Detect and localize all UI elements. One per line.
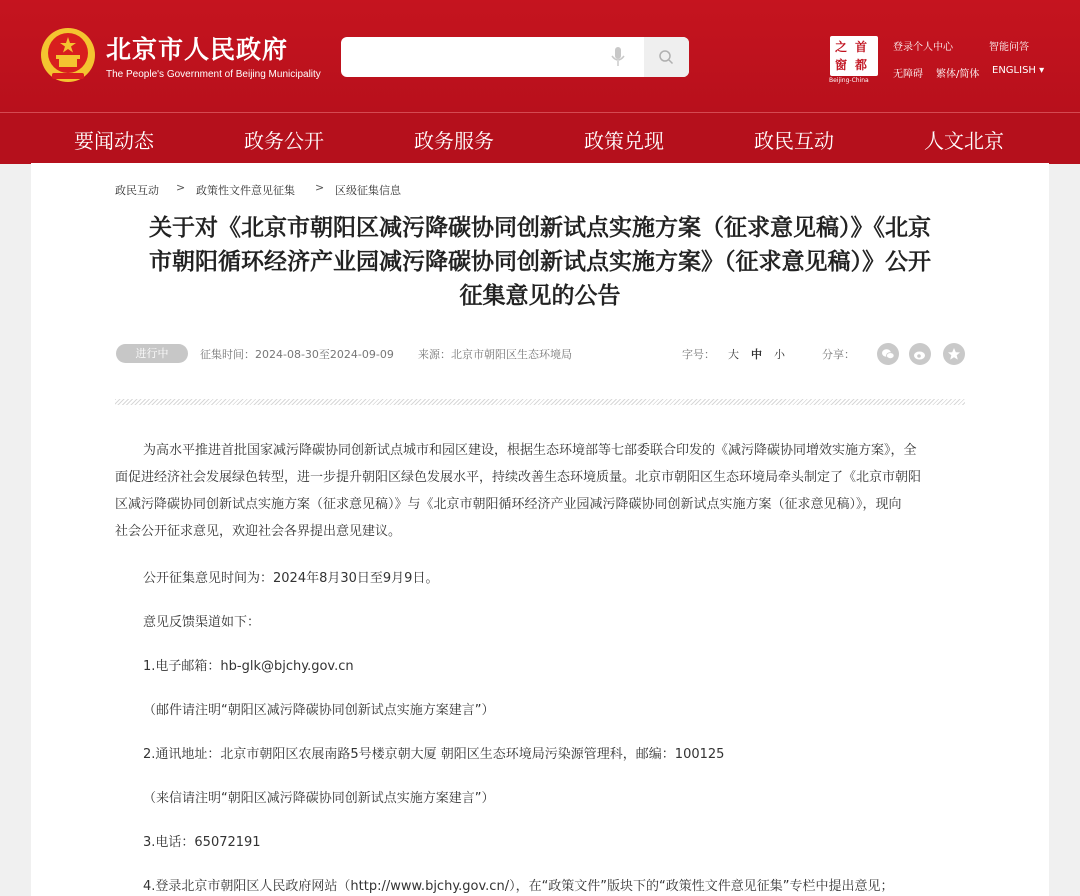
search-box [341,37,689,77]
logo-char-zhi: 之 [835,40,848,54]
status-badge: 进行中 [116,344,188,363]
intro-line: 面促进经济社会发展绿色转型，进一步提升朝阳区绿色发展水平，持续改善生态环境质量。北京市朝阳区生态环境局牵头制定了《北京市朝阳 [115,470,922,485]
site-header [0,0,1080,112]
nav-item-policy[interactable]: 政策兑现 [584,129,664,153]
title-line: 市朝阳循环经济产业园减污降碳协同创新试点实施方案》（征求意见稿）》公开 [149,249,931,275]
site-title[interactable]: 北京市人民政府 [106,35,289,64]
font-size-small[interactable]: 小 [774,348,785,361]
main-nav [0,112,1080,164]
weibo-share-icon[interactable] [909,343,931,365]
breadcrumb-separator: > [176,181,186,194]
national-emblem-icon[interactable] [40,27,96,85]
time-paragraph: 公开征集意见时间为：2024年8月30日至9月9日。 [143,571,439,586]
breadcrumb-item-interaction[interactable]: 政民互动 [115,184,159,197]
microphone-icon[interactable] [610,46,626,68]
intro-paragraph [115,437,965,545]
logo-caption: Beijing-China [829,77,869,84]
address-note-paragraph: （来信请注明“朝阳区减污降碳协同创新试点实施方案建言”） [143,791,495,806]
intro-line: 区减污降碳协同创新试点实施方案（征求意见稿）》与《北京市朝阳循环经济产业园减污降碳协同创新试点实施方案（征求意见稿）》，现向 [115,497,902,512]
intro-line: 为高水平推进首批国家减污降碳协同创新试点城市和园区建设，根据生态环境部等七部委联合印发的《减污降碳协同增效实施方案》，全 [143,443,917,458]
solicitation-time: 征集时间：2024-08-30至2024-09-09 [200,348,394,361]
capital-window-logo[interactable] [830,36,878,86]
accessibility-link[interactable]: 无障碍 [893,69,923,80]
website-paragraph: 4.登录北京市朝阳区人民政府网站（http://www.bjchy.gov.cn/），在“政策文件”版块下的“政策性文件意见征集”专栏中提出意见； [143,879,894,894]
logo-char-chuang: 窗 [835,58,848,72]
search-button[interactable] [644,37,689,77]
breadcrumb-item-solicitation[interactable]: 政策性文件意见征集 [196,184,295,197]
nav-item-news[interactable]: 要闻动态 [74,129,154,153]
font-size-label: 字号： [682,348,715,361]
search-input[interactable] [341,37,601,77]
smart-qa-link[interactable]: 智能问答 [989,42,1029,53]
address-paragraph: 2.通讯地址：北京市朝阳区农展南路5号楼京朝大厦 朝阳区生态环境局污染源管理科，邮编：100125 [143,747,725,762]
nav-item-gov-affairs[interactable]: 政务公开 [244,129,324,153]
font-size-medium[interactable]: 中 [751,348,762,361]
wechat-share-icon[interactable] [877,343,899,365]
share-label: 分享： [822,348,855,361]
title-line: 关于对《北京市朝阳区减污降碳协同创新试点实施方案（征求意见稿）》《北京 [149,215,931,241]
channels-paragraph: 意见反馈渠道如下： [143,615,261,630]
phone-paragraph: 3.电话：65072191 [143,835,261,850]
nav-item-gov-services[interactable]: 政务服务 [414,129,494,153]
title-line: 征集意见的公告 [459,283,621,309]
dotted-divider [115,399,965,405]
simp-trad-link[interactable]: 繁体/简体 [936,69,980,80]
nav-item-interaction[interactable]: 政民互动 [754,129,834,153]
source-label: 来源：北京市朝阳区生态环境局 [418,348,572,361]
email-paragraph: 1.电子邮箱：hb-glk@bjchy.gov.cn [143,659,354,674]
breadcrumb-separator: > [315,181,325,194]
email-note-paragraph: （邮件请注明“朝阳区减污降碳协同创新试点实施方案建言”） [143,703,495,718]
font-size-large[interactable]: 大 [728,348,739,361]
logo-char-du: 都 [855,58,868,72]
english-link[interactable]: ENGLISH ▾ [992,65,1045,76]
favorite-star-icon[interactable] [943,343,965,365]
site-subtitle: The People's Government of Beijing Municipality [106,69,321,80]
login-link[interactable]: 登录个人中心 [893,42,953,53]
nav-item-culture[interactable]: 人文北京 [924,129,1004,153]
article-panel [31,163,1049,896]
intro-line: 社会公开征求意见，欢迎社会各界提出意见建议。 [115,524,402,539]
breadcrumb-item-district[interactable]: 区级征集信息 [335,184,401,197]
logo-char-shou: 首 [855,40,868,54]
page-title [115,211,965,313]
search-icon [658,49,674,65]
